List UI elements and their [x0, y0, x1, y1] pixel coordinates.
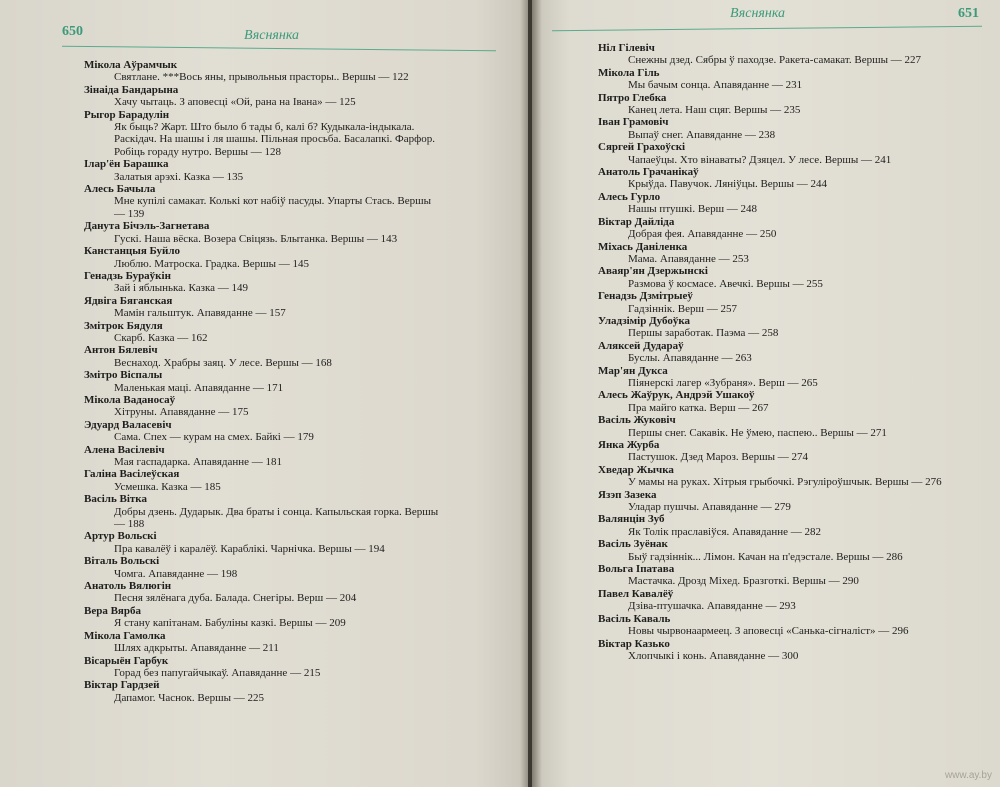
works-list: Гускі. Наша вёска. Возера Свіцязь. Блытанка. Вершы — 143	[114, 232, 398, 245]
toc-entry	[598, 439, 962, 464]
toc-entry	[598, 389, 962, 414]
works-list: Крыўда. Павучок. Ляніўцы. Вершы — 244	[628, 178, 828, 191]
author-name: Ілар'ён Барашка	[84, 158, 169, 171]
right-page	[532, 0, 1000, 787]
author-name: Віктар Казько	[598, 637, 670, 650]
author-name: Язэп Зазека	[598, 488, 657, 501]
toc-entry	[84, 679, 444, 704]
works-list: Канец лета. Наш сцяг. Вершы — 235	[628, 104, 801, 117]
works-list: Мамін гальштук. Апавяданне — 157	[114, 307, 286, 320]
author-name: Алесь Жаўрук, Андрэй Ушакоў	[598, 389, 755, 402]
toc-entry	[598, 67, 962, 92]
works-list: Размова ў космасе. Авечкі. Вершы — 255	[628, 277, 823, 290]
works-list: Пастушок. Дзед Мароз. Вершы — 274	[628, 451, 808, 464]
author-name: Змітро Віспалы	[84, 369, 163, 382]
works-list: У мамы на руках. Хітрыя грыбочкі. Рэгуліроўшчык. Вершы — 276	[628, 476, 942, 489]
works-list: Уладар пушчы. Апавяданне — 279	[628, 501, 791, 514]
running-head-left: Вяснянка	[244, 28, 300, 43]
author-name: Алесь Бачыла	[84, 183, 156, 196]
author-name: Анатоль Вялюгін	[84, 580, 172, 593]
works-list: Хлопчыкі і конь. Апавяданне — 300	[628, 649, 799, 662]
works-list: Дапамог. Часнок. Вершы — 225	[114, 691, 264, 704]
author-name: Хведар Жычка	[598, 463, 674, 476]
running-head-right: Вяснянка	[730, 6, 786, 21]
author-name: Сяргей Грахоўскі	[598, 141, 686, 154]
author-name: Рыгор Барадулін	[84, 108, 170, 121]
toc-entry	[84, 158, 444, 183]
works-list: Мне купілі самакат. Колькі кот набіў пасуды. Упарты Стась. Вершы — 139	[114, 195, 432, 220]
toc-entry	[598, 638, 962, 663]
works-list: Быў гадзіннік... Лімон. Качан на п'едэстале. Вершы — 286	[628, 550, 903, 563]
author-name: Янка Журба	[598, 439, 660, 451]
works-list: Першы снег. Сакавік. Не ўмею, паспею.. Вершы — 271	[628, 426, 887, 439]
toc-entry	[84, 468, 444, 493]
author-name: Данута Бічэль-Загнетава	[84, 220, 210, 233]
author-name: Іван Грамовіч	[598, 116, 669, 129]
author-name: Васіль Каваль	[598, 612, 671, 625]
author-name: Артур Вольскі	[84, 530, 157, 543]
works-list: Пра кавалёў і каралёў. Караблікі. Чарнічка. Вершы — 194	[114, 542, 385, 555]
toc-entry	[598, 116, 962, 141]
author-name: Змітрок Бядуля	[84, 319, 163, 332]
toc-entry	[598, 166, 962, 191]
author-name: Віктар Гардзей	[84, 679, 160, 692]
toc-entry	[84, 630, 444, 655]
works-list: Песня зялёнага дуба. Балада. Снегіры. Верш — 204	[114, 592, 357, 605]
author-name: Анатоль Грачанікаў	[598, 166, 699, 179]
works-list: Добрая фея. Апавяданне — 250	[628, 228, 777, 241]
author-name: Міхась Даніленка	[598, 240, 688, 253]
author-name: Валянцін Зуб	[598, 513, 665, 526]
toc-entry	[598, 340, 962, 365]
toc-entry	[84, 183, 444, 220]
page-number-left: 650	[62, 24, 83, 39]
toc-entry	[84, 220, 444, 245]
works-list: Мая гаспадарка. Апавяданне — 181	[114, 456, 283, 468]
toc-entry	[598, 464, 962, 489]
works-list: Мастачка. Дрозд Міхед. Бразготкі. Вершы — 290	[628, 575, 859, 588]
works-list: Добры дзень. Дударык. Два браты і сонца. Капыльская горка. Вершы — 188	[114, 505, 439, 531]
toc-entry	[598, 216, 962, 241]
author-name: Павел Кавалёў	[598, 587, 674, 600]
works-list: Залатыя арэхі. Казка — 135	[114, 170, 244, 183]
toc-entry	[598, 563, 962, 588]
toc-entry	[84, 655, 444, 680]
author-name: Вольга Іпатава	[598, 563, 675, 576]
works-list: Чомга. Апавяданне — 198	[114, 567, 238, 580]
author-name: Вера Вярба	[84, 604, 141, 617]
works-list: Горад без папугайчыкаў. Апавяданне — 215	[114, 666, 321, 679]
toc-entry	[84, 419, 444, 444]
book-gutter	[520, 0, 542, 787]
works-list: Люблю. Матроска. Градка. Вершы — 145	[114, 257, 310, 270]
toc-entry	[84, 59, 444, 84]
works-list: Буслы. Апавяданне — 263	[628, 352, 752, 365]
author-name: Аваяр'ян Дзержынскі	[598, 265, 708, 278]
author-name: Уладзімір Дубоўка	[598, 314, 691, 327]
author-name: Вісарыён Гарбук	[84, 654, 169, 667]
toc-entry	[84, 245, 444, 270]
contents-list-left	[84, 59, 444, 704]
toc-entry	[598, 538, 962, 563]
works-list: Скарб. Казка — 162	[114, 331, 208, 344]
toc-entry	[84, 295, 444, 320]
toc-entry	[84, 84, 444, 109]
works-list: Сама. Спех — курам на смех. Байкі — 179	[114, 431, 314, 444]
author-name: Ядвіга Бяганская	[84, 294, 173, 307]
toc-entry	[84, 270, 444, 295]
toc-entry	[84, 344, 444, 369]
works-list: Новы чырвонаармеец. З аповесці «Санька-сігналіст» — 296	[628, 625, 909, 638]
works-list: Як быць? Жарт. Што было б тады б, калі б? Кудыкала-індыкала. Раскідач. На шашы і ля шашы. Пільная просьба. Басалапкі. Фарфор. Робіць гораду нутро. Вершы — 128	[114, 121, 435, 158]
author-name: Мікола Гамолка	[84, 629, 166, 642]
works-list: Хачу чытаць. З аповесці «Ой, рана на Івана» — 125	[114, 96, 356, 109]
toc-entry	[84, 493, 444, 530]
author-name: Віталь Вольскі	[84, 555, 160, 568]
author-name: Антон Бялевіч	[84, 344, 158, 357]
author-name: Мікола Ваданосаў	[84, 393, 176, 406]
header-rule-left	[62, 46, 496, 52]
works-list: Мама. Апавяданне — 253	[628, 252, 749, 265]
author-name: Аляксей Дудараў	[598, 339, 684, 352]
author-name: Генадзь Дзмітрыеў	[598, 290, 693, 303]
works-list: Выпаў снег. Апавяданне — 238	[628, 128, 776, 141]
author-name: Алена Васілевіч	[84, 443, 165, 456]
toc-entry	[598, 265, 962, 290]
author-name: Алесь Гурло	[598, 190, 661, 203]
author-name: Галіна Васілеўская	[84, 468, 180, 481]
works-list: Я стану капітанам. Бабуліны казкі. Вершы — 209	[114, 617, 346, 630]
toc-entry	[598, 191, 962, 216]
works-list: Нашы птушкі. Верш — 248	[628, 203, 758, 216]
works-list: Снежны дзед. Сябры ў паходзе. Ракета-самакат. Вершы — 227	[628, 54, 921, 67]
toc-entry	[84, 605, 444, 630]
toc-entry	[84, 394, 444, 419]
works-list: Маленькая маці. Апавяданне — 171	[114, 381, 284, 394]
works-list: Пра майго катка. Верш — 267	[628, 401, 769, 414]
contents-list-right	[598, 42, 962, 662]
toc-entry	[598, 241, 962, 266]
works-list: Дзіва-птушачка. Апавяданне — 293	[628, 600, 796, 613]
author-name: Ніл Гілевіч	[598, 42, 655, 54]
toc-entry	[598, 141, 962, 166]
works-list: Піянерскі лагер «Зубраня». Верш — 265	[628, 376, 818, 389]
watermark: www.ay.by	[944, 770, 992, 781]
toc-entry	[84, 109, 444, 159]
toc-entry	[598, 290, 962, 315]
author-name: Віктар Дайліда	[598, 215, 675, 228]
works-list: Першы заработак. Паэма — 258	[628, 327, 779, 340]
author-name: Васіль Жуковіч	[598, 414, 676, 427]
author-name: Васіль Вітка	[84, 493, 147, 506]
works-list: Як Толік праславіўся. Апавяданне — 282	[628, 525, 821, 538]
author-name: Васіль Зуёнак	[598, 538, 668, 551]
toc-entry	[598, 42, 962, 67]
toc-entry	[84, 555, 444, 580]
works-list: Шлях адкрыты. Апавяданне — 211	[114, 642, 279, 655]
works-list: Гадзіннік. Верш — 257	[628, 302, 737, 315]
author-name: Генадзь Бураўкін	[84, 269, 171, 282]
author-name: Мікола Аўрамчык	[84, 59, 178, 71]
author-name: Пятро Глебка	[598, 91, 667, 104]
works-list: Чапаеўцы. Хто вінаваты? Дзяцел. У лесе. Вершы — 241	[628, 153, 892, 166]
toc-entry	[598, 92, 962, 117]
toc-entry	[84, 444, 444, 469]
author-name: Мар'ян Дукса	[598, 364, 668, 377]
toc-entry	[598, 613, 962, 638]
works-list: Зай і яблынька. Казка — 149	[114, 282, 249, 295]
toc-entry	[598, 414, 962, 439]
works-list: Усмешка. Казка — 185	[114, 480, 221, 493]
page-number-right: 651	[958, 6, 979, 21]
toc-entry	[84, 369, 444, 394]
author-name: Мікола Гіль	[598, 66, 660, 79]
toc-entry	[598, 365, 962, 390]
works-list: Святлане. ***Вось яны, прывольныя прасторы.. Вершы — 122	[114, 71, 409, 84]
toc-entry	[84, 320, 444, 345]
toc-entry	[84, 580, 444, 605]
works-list: Веснаход. Храбры заяц. У лесе. Вершы — 168	[114, 356, 332, 369]
author-name: Зінаіда Бандарына	[84, 83, 179, 96]
works-list: Мы бачым сонца. Апавяданне — 231	[628, 79, 803, 92]
header-rule-right	[552, 26, 982, 32]
works-list: Хітруны. Апавяданне — 175	[114, 406, 249, 419]
author-name: Канстанцыя Буйло	[84, 245, 181, 258]
toc-entry	[598, 315, 962, 340]
toc-entry	[598, 513, 962, 538]
toc-entry	[598, 588, 962, 613]
author-name: Эдуард Валасевіч	[84, 418, 172, 431]
toc-entry	[598, 489, 962, 514]
toc-entry	[84, 530, 444, 555]
